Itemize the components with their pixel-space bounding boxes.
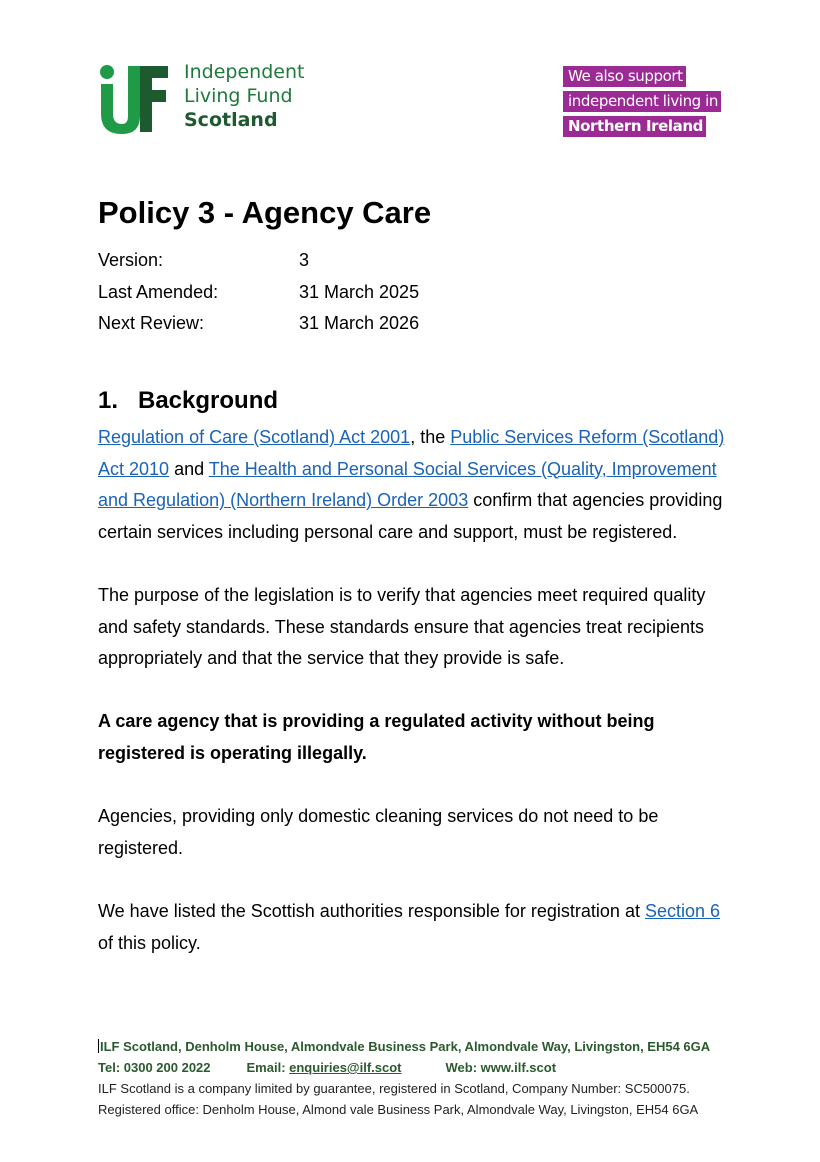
logo-line-3: Scotland [184,109,278,131]
ilf-wordmark [184,60,304,132]
document-meta [98,245,419,340]
meta-label: Next Review: [98,313,205,333]
logo-line-2: Living Fund [184,85,293,107]
text: We have listed the Scottish authorities responsible for registration at [98,900,645,921]
page-footer [98,1036,738,1120]
footer-email-label: Email: [246,1060,290,1075]
meta-last-amended [98,277,419,309]
ni-line-2: independent living in [563,91,721,112]
ilf-logo [98,60,328,136]
paragraph-authorities [98,896,728,959]
text: , the [410,427,451,447]
ni-line-3: Northern Ireland [563,116,706,137]
link-section-6[interactable]: Section 6 [644,900,721,921]
footer-company: ILF Scotland is a company limited by guarantee, registered in Scotland, Company Number: SC500075. [98,1081,690,1096]
paragraph-legislation [98,422,728,548]
footer-contact [98,1057,738,1078]
logo-line-1: Independent [184,61,305,83]
link-regulation-of-care-act[interactable]: Regulation of Care (Scotland) Act 2001 [98,427,411,447]
meta-version [98,245,419,277]
text: confirm that agencies providing certain services including personal care and support, must be registered. [98,490,723,542]
page-title: Policy 3 - Agency Care [98,195,432,230]
paragraph-purpose: The purpose of the legislation is to verify that agencies meet required quality and safety standards. These standards ensure that agencies treat recipients appropriately and that the service that they provide is safe. [98,584,706,669]
section-number: 1. [98,387,119,414]
meta-value: 31 March 2026 [299,313,420,333]
northern-ireland-badge [563,66,721,141]
paragraph-cleaning: Agencies, providing only domestic cleaning services do not need to be registered. [98,806,659,858]
section-title: Background [138,387,279,414]
text: and [169,458,209,479]
footer-address [98,1036,738,1057]
paragraph-warning: A care agency that is providing a regulated activity without being registered is operating illegally. [98,711,655,763]
section-heading [98,385,278,417]
footer-web[interactable]: Web: www.ilf.scot [445,1060,557,1075]
link-hpss-order-2003[interactable]: The Health and Personal Social Services (Quality, Improvement and Regulation) (Northern Ireland) Order 2003 [98,458,717,511]
meta-label: Last Amended: [98,281,219,302]
meta-value: 31 March 2025 [299,281,420,302]
text: of this policy. [98,932,201,953]
meta-label: Version: [98,250,164,270]
link-public-services-reform-act[interactable]: Public Services Reform (Scotland) Act 2010 [98,427,725,479]
address-text: ILF Scotland, Denholm House, Almondvale Business Park, Almondvale Way, Livingston, EH54 6GA [100,1039,711,1054]
footer-registered-office: Registered office: Denholm House, Almond vale Business Park, Almondvale Way, Livingston, EH54 6GA [98,1102,699,1117]
text-cursor [98,1039,99,1053]
ilf-logo-icon [98,62,170,134]
meta-value: 3 [299,250,310,270]
ni-line-1: We also support [563,66,686,87]
footer-email-link[interactable]: enquiries@ilf.scot [289,1060,402,1075]
footer-tel: Tel: 0300 200 2022 [98,1060,211,1075]
meta-next-review [98,308,419,340]
section-body [98,422,728,991]
